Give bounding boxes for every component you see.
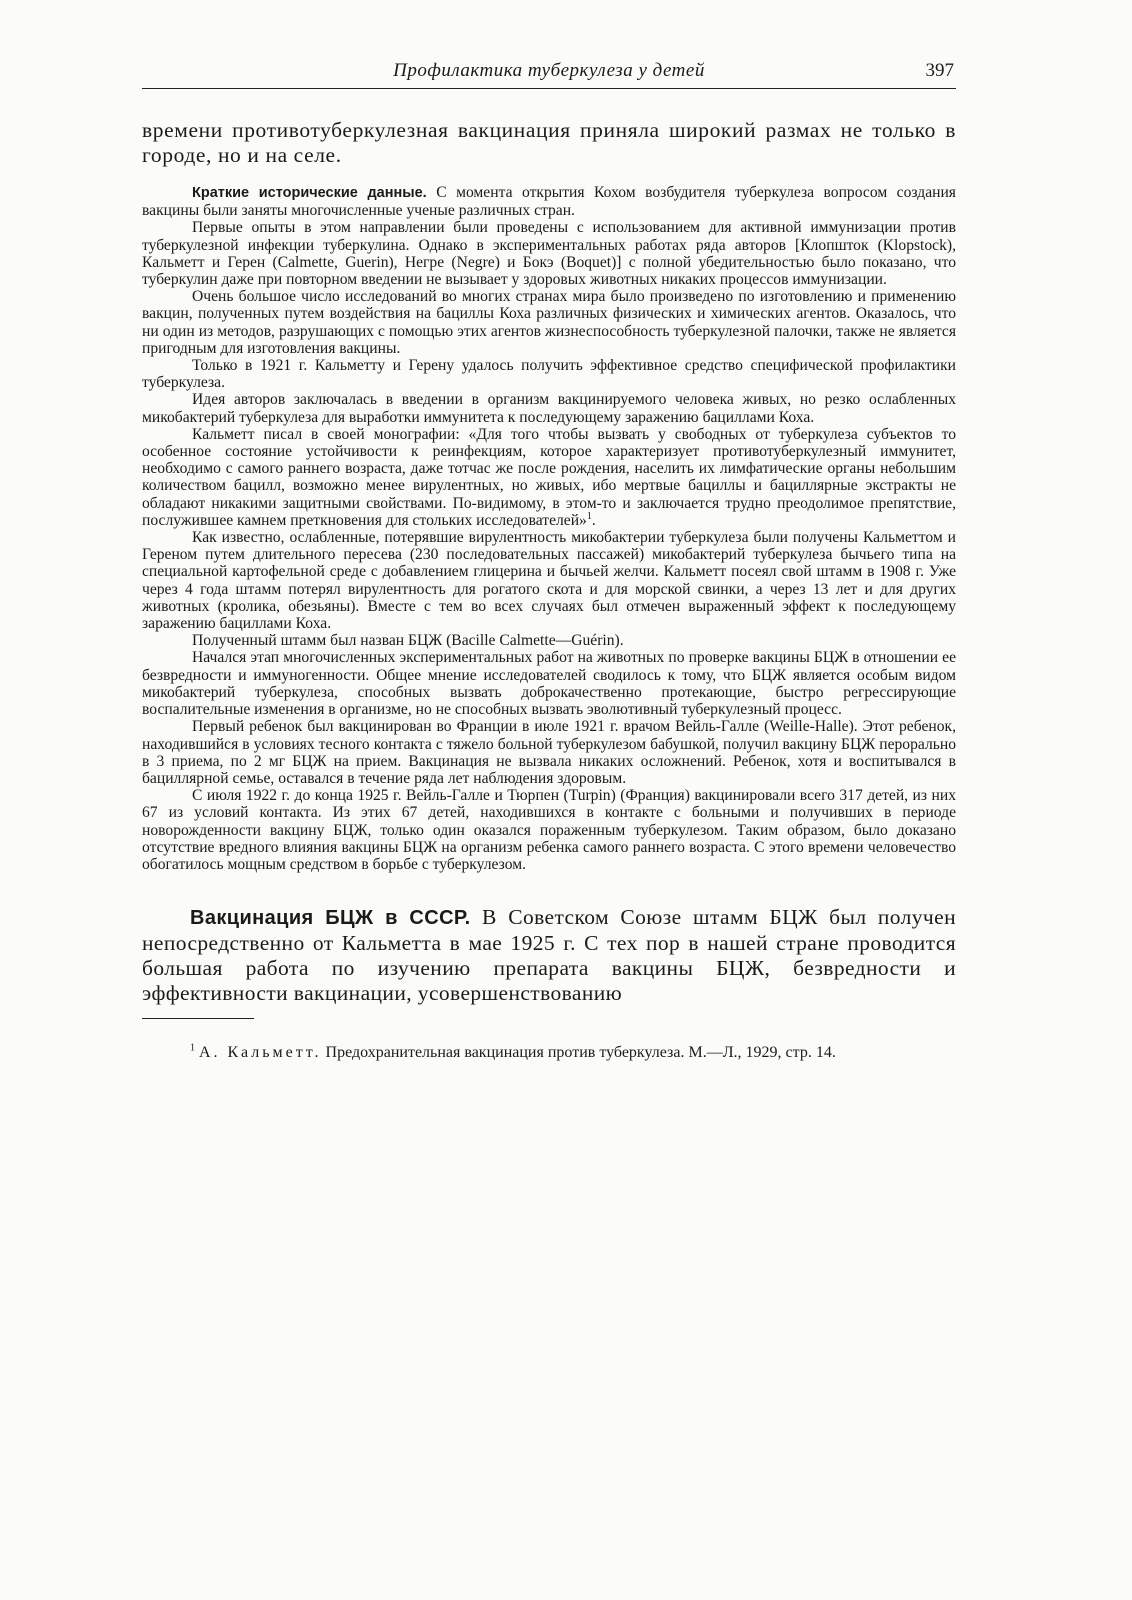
history-intro-paragraph [142,184,956,219]
ussr-section-heading: Вакцинация БЦЖ в СССР. [190,907,471,930]
history-paragraph: Как известно, ослабленные, потерявшие вирулентность микобактерии туберкулеза были получены Кальметтом и Гереном путем длительного пересева (230 последовательных пассажей) микобактерий туберкулеза бычьего типа на специальной картофельной среде с добавлением глицерина и бычьей желчи. Кальметт посеял свой штамм в 1908 г. Уже через 4 года штамм потерял вирулентность для рогатого скота и для морской свинки, а через 13 лет и для других животных (кролика, обезьяны). Вместе с тем во всех случаях был отмечен выраженный эффект к последующему заражению бациллами Коха. [142,529,956,633]
footnote-reference: 1 [586,510,592,522]
history-paragraph: Начался этап многочисленных экспериментальных работ на животных по проверке вакцины БЦЖ в отношении ее безвредности и иммуногенности. Общее мнение исследователей сводилось к тому, что БЦЖ является особым видом микобактерий туберкулеза, способных вызвать доброкачественно протекающие, быстро регрессирующие воспалительные изменения в организме, но не способных вызвать эволютивный туберкулезный процесс. [142,649,956,719]
history-paragraph: Только в 1921 г. Кальметту и Герену удалось получить эффективное средство специфической профилактики туберкулеза. [142,357,956,392]
history-paragraph: Идея авторов заключалась в введении в организм вакцинируемого человека живых, но резко ослабленных микобактерий туберкулеза для выработки иммунитета к последующему заражению бациллами Коха. [142,391,956,426]
footnote [142,1043,956,1063]
page-header [142,54,956,89]
footnote-divider [142,1018,254,1019]
history-paragraph: Полученный штамм был назван БЦЖ (Bacille Calmette—Guérin). [192,632,624,650]
calmette-quote-paragraph: Кальметт писал в своей монографии: «Для того чтобы вызвать у свободных от туберкулеза субъектов то особенное состояние устойчивости к реинфекциям, которое характеризует противотуберкулезный иммунитет, необходимо с самого раннего возраста, даже тотчас же после рождения, населить их лимфатические органы небольшим количеством бацилл, возможно менее вирулентных, но живых, ибо мертвые бациллы и бациллярные экстракты не обладают никакими защитными свойствами. По-видимому, в этом-то и заключается трудно преодолимое препятствие, послужившее камнем преткновения для стольких исследователей»$^1$. [142,425,956,529]
history-paragraph: С июля 1922 г. до конца 1925 г. Вейль-Галле и Тюрпен (Turpin) (Франция) вакцинировали всего 317 детей, из них 67 из условий контакта. Из этих 67 детей, находившихся в контакте с больными и получивших в периоде новорожденности вакцину БЦЖ, только один оказался пораженным туберкулезом. Таким образом, было доказано отсутствие вредного влияния вакцины БЦЖ на организм ребенка самого раннего возраста. С этого времени человечество обогатилось мощным средством в борьбе с туберкулезом. [142,787,956,873]
page-body [142,118,956,1063]
footnote-mark: 1 [190,1042,195,1054]
calmette-quote-text: Кальметт писал в своей монографии: «Для того чтобы вызвать у свободных от туберкулеза субъектов то особенное состояние устойчивости к реинфекциям, которое характеризует противотуберкулезный иммунитет, необходимо с самого раннего возраста, даже тотчас же после рождения, населить их лимфатические органы небольшим количеством бацилл, возможно менее вирулентных, но живых, ибо мертвые бациллы и бациллярные экстракты не обладают никакими защитными свойствами. По-видимому, в этом-то и заключается трудно преодолимое препятствие, послужившее камнем преткновения для стольких исследователей» [142,425,956,529]
history-intro-text: С момента открытия Кохом возбудителя туберкулеза вопросом создания вакцины были заняты многочисленные ученые различных стран. [142,184,956,220]
ussr-section-text: В Советском Союзе штамм БЦЖ был получен непосредственно от Кальметта в мае 1925 г. С тех пор в нашей стране проводится большая работа по изучению препарата вакцины БЦЖ, безвредности и эффективности вакцинации, усовершенствованию [142,905,956,1006]
history-paragraph: Первый ребенок был вакцинирован во Франции в июле 1921 г. врачом Вейль-Галле (Weille-Halle). Этот ребенок, находившийся в условиях тесного контакта с тяжело больной туберкулезом бабушкой, получил вакцину БЦЖ перорально в 3 приема, по 2 мг БЦЖ на прием. Вакцинация не вызвала никаких осложнений. Ребенок, хотя и воспитывался в бациллярной семье, оставался в течение ряда лет наблюдения здоровым. [142,718,956,787]
lead-paragraph: времени противотуберкулезная вакцинация приняла широкий размах не только в городе, но и на селе. [142,118,956,167]
running-title: Профилактика туберкулеза у детей [393,60,705,81]
history-heading: Краткие исторические данные. [192,185,427,201]
ussr-section-paragraph [142,905,956,1006]
history-paragraph: Первые опыты в этом направлении были проведены с использованием для активной иммунизации против туберкулезной инфекции туберкулина. Однако в экспериментальных работах ряда авторов [Клопшток (Klopstock), Кальметт и Герен (Calmette, Guerin), Негре (Negre) и Бокэ (Boquet)] с полной убедительностью было показано, что туберкулин даже при повторном введении не вызывает у здоровых животных никаких процессов иммунизации. [142,219,956,289]
history-paragraph: Очень большое число исследований во многих странах мира было произведено по изготовлению и применению вакцин, полученных путем воздействия на бациллы Коха различных физических и химических агентов. Оказалось, что ни один из методов, разрушающих с помощью этих агентов жизнеспособность туберкулезной палочки, также не является пригодным для изготовления вакцины. [142,288,956,357]
footnote-author: А. Кальметт. [199,1044,322,1062]
page-number: 397 [925,60,954,81]
footnote-text: Предохранительная вакцинация против туберкулеза. М.—Л., 1929, стр. 14. [325,1044,836,1062]
